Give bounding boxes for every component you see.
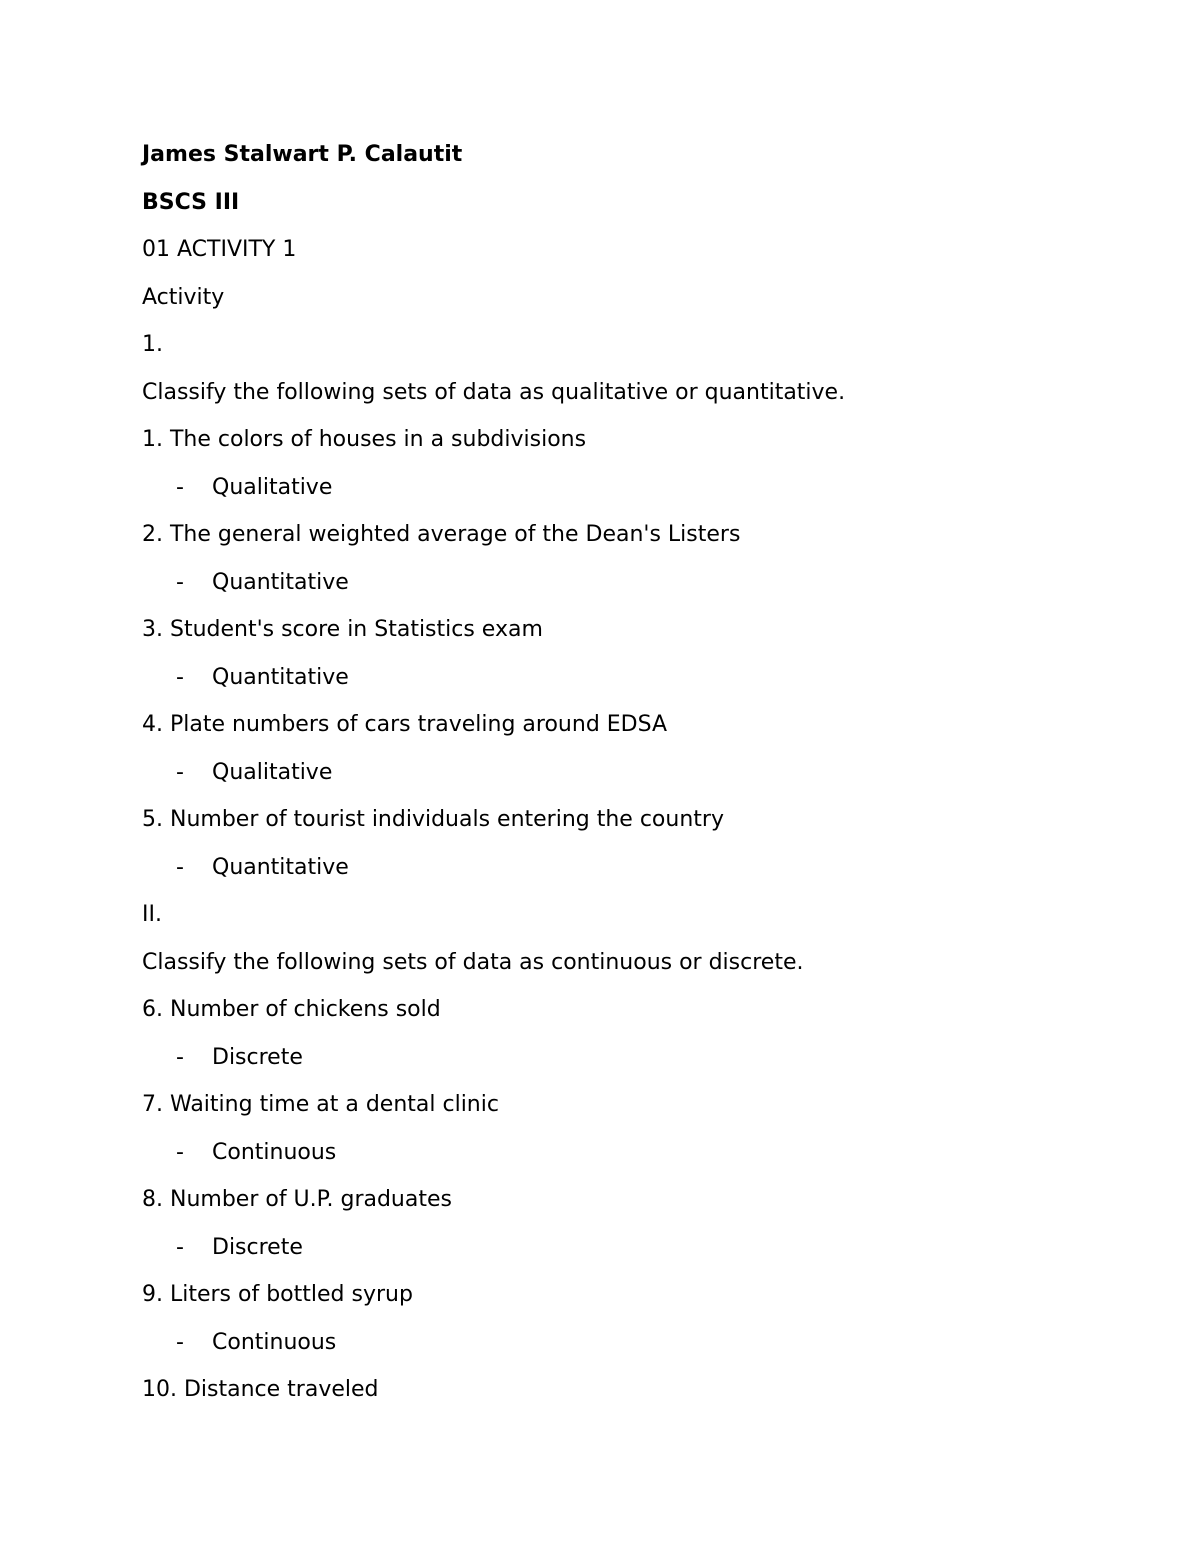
answer-text: Continuous bbox=[212, 1329, 337, 1355]
answer-text: Qualitative bbox=[212, 474, 333, 500]
question-3: 3. Student's score in Statistics exam bbox=[142, 617, 543, 642]
question-6: 6. Number of chickens sold bbox=[142, 997, 441, 1022]
activity-code: 01 ACTIVITY 1 bbox=[142, 237, 297, 262]
answer-7 bbox=[142, 1137, 1142, 1185]
answer-text: Qualitative bbox=[212, 759, 333, 785]
bullet-dash: - bbox=[176, 1044, 184, 1070]
part1-number: 1. bbox=[142, 332, 163, 357]
question-7: 7. Waiting time at a dental clinic bbox=[142, 1092, 499, 1117]
answer-text: Quantitative bbox=[212, 664, 349, 690]
question-9: 9. Liters of bottled syrup bbox=[142, 1282, 413, 1307]
bullet-dash: - bbox=[176, 854, 184, 880]
part2-number: II. bbox=[142, 902, 162, 927]
document-page bbox=[142, 139, 1142, 1422]
part2-items bbox=[142, 994, 1142, 1422]
question-8: 8. Number of U.P. graduates bbox=[142, 1187, 452, 1212]
bullet-dash: - bbox=[176, 759, 184, 785]
question-2: 2. The general weighted average of the Dean's Listers bbox=[142, 522, 741, 547]
answer-text: Discrete bbox=[212, 1234, 303, 1260]
answer-text: Discrete bbox=[212, 1044, 303, 1070]
bullet-dash: - bbox=[176, 474, 184, 500]
answer-6 bbox=[142, 1042, 1142, 1090]
part2-instruction: Classify the following sets of data as continuous or discrete. bbox=[142, 949, 804, 975]
answer-text: Quantitative bbox=[212, 569, 349, 595]
answer-4 bbox=[142, 757, 1142, 805]
question-10: 10. Distance traveled bbox=[142, 1377, 379, 1402]
answer-8 bbox=[142, 1232, 1142, 1280]
answer-5 bbox=[142, 852, 1142, 900]
answer-3 bbox=[142, 662, 1142, 710]
answer-text: Quantitative bbox=[212, 854, 349, 880]
question-4: 4. Plate numbers of cars traveling around EDSA bbox=[142, 712, 668, 737]
bullet-dash: - bbox=[176, 664, 184, 690]
answer-1 bbox=[142, 472, 1142, 520]
activity-label: Activity bbox=[142, 284, 225, 310]
bullet-dash: - bbox=[176, 1234, 184, 1260]
answer-text: Continuous bbox=[212, 1139, 337, 1165]
bullet-dash: - bbox=[176, 1139, 184, 1165]
bullet-dash: - bbox=[176, 569, 184, 595]
answer-2 bbox=[142, 567, 1142, 615]
part1-items bbox=[142, 424, 1142, 899]
question-1: 1. The colors of houses in a subdivisions bbox=[142, 427, 587, 452]
answer-9 bbox=[142, 1327, 1142, 1375]
course-section: BSCS III bbox=[142, 189, 240, 215]
bullet-dash: - bbox=[176, 1329, 184, 1355]
question-5: 5. Number of tourist individuals entering the country bbox=[142, 807, 724, 832]
student-name: James Stalwart P. Calautit bbox=[142, 142, 463, 167]
part1-instruction: Classify the following sets of data as qualitative or quantitative. bbox=[142, 379, 846, 405]
